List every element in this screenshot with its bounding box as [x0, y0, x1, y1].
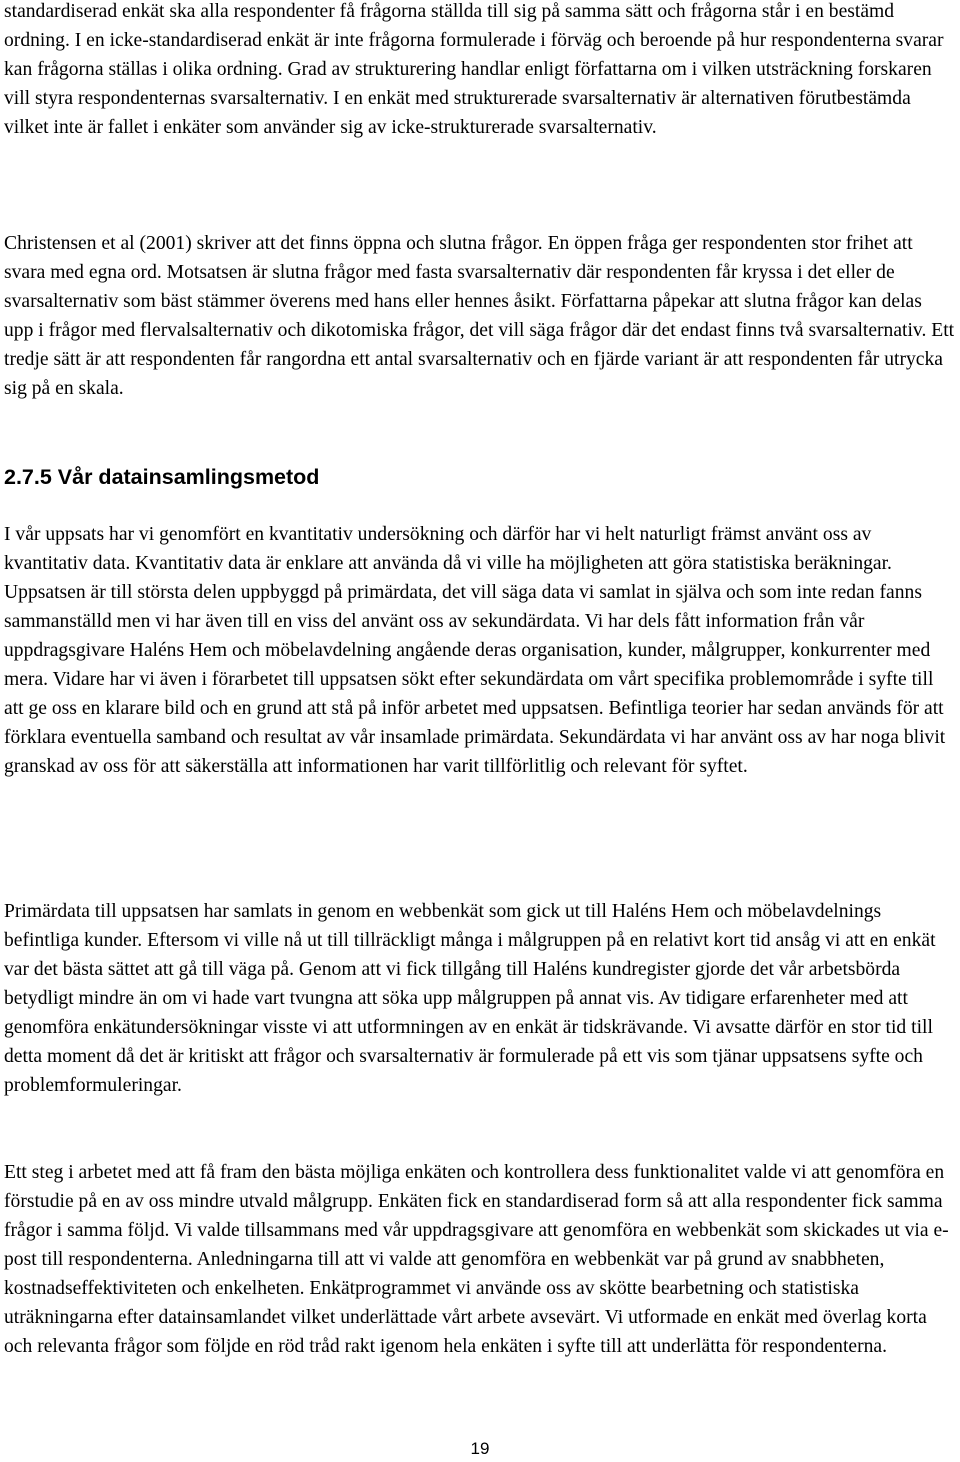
paragraph-datainsamlingsmetod: I vår uppsats har vi genomfört en kvantitativ undersökning och därför har vi helt naturligt främst använt oss av kvantitativ data. Kvantitativ data är enklare att använda då vi ville ha möjligheten att göra statistiska beräkningar. Uppsatsen är till största delen uppbyggd på primärdata, det vill säga data vi samlat in själva och som inte redan fanns sammanställd men vi har även till en viss del använt oss av sekundärdata. Vi har dels fått information från vår uppdragsgivare Haléns Hem och möbelavdelning angående deras organisation, kunder, målgrupper, konkurrenter med mera. Vidare har vi även i förarbetet till uppsatsen sökt efter sekundärdata om vårt specifika problemområde i syfte till att ge oss en klarare bild och en grund att stå på inför arbetet med uppsatsen. Befintliga teorier har sedan används för att förklara eventuella samband och resultat av vår insamlade primärdata. Sekundärdata vi har använt oss av har noga blivit granskad av oss för att säkerställa att informationen har varit tillförlitlig och relevant för syftet.: [4, 524, 946, 777]
paragraph-oppna-slutna-fragor: Christensen et al (2001) skriver att det finns öppna och slutna frågor. En öppen fråga ger respondenten stor frihet att svara med egna ord. Motsatsen är slutna frågor med fasta svarsalternativ där respondenten får kryssa i det eller de svarsalternativ som bäst stämmer överens med hans eller hennes åsikt. Författarna påpekar att slutna frågor kan delas upp i frågor med flervalsalternativ och dikotomiska frågor, det vill säga frågor där det endast finns två svarsalternativ. Ett tredje sätt är att respondenten får rangordna ett antal svarsalternativ och en fjärde variant är att respondenten får utrycka sig på en skala.: [4, 233, 955, 399]
paragraph-primardata: Primärdata till uppsatsen har samlats in genom en webbenkät som gick ut till Haléns Hem och möbelavdelnings befintliga kunder. Eftersom vi ville nå ut till tillräckligt många i målgruppen på en relativt kort tid ansåg vi att en enkät var det bästa sättet att gå till väga på. Genom att vi fick tillgång till Haléns kundregister gjorde det vår arbetsbörda betydligt mindre än om vi hade vart tvungna att söka upp målgruppen på annat vis. Av tidigare erfarenheter med att genomföra enkätundersökningar visste vi att utformningen av en enkät är tidskrävande. Vi avsatte därför en stor tid till detta moment då det är kritiskt att frågor och svarsalternativ är formulerade på ett vis som tjänar uppsatsens syfte och problemformuleringar.: [4, 901, 936, 1096]
section-heading: 2.7.5 Vår datainsamlingsmetod: [4, 465, 320, 489]
page-number: 19: [470, 1439, 490, 1458]
paragraph-forstudie: Ett steg i arbetet med att få fram den bästa möjliga enkäten och kontrollera dess funktionalitet valde vi att genomföra en förstudie på en av oss mindre utvald målgrupp. Enkäten fick en standardiserad form så att alla respondenter fick samma frågor i samma följd. Vi valde tillsammans med vår uppdragsgivare att genomföra en webbenkät som skickades ut via e-post till respondenterna. Anledningarna till att vi valde att genomföra en webbenkät var på grund av snabbheten, kostnadseffektiviteten och enkelheten. Enkätprogrammet vi använde oss av skötte bearbetning och statistiska uträkningarna efter datainsamlandet vilket underlättade vårt arbete avsevärt. Vi utformade en enkät med överlag korta och relevanta frågor som följde en röd tråd rakt igenom hela enkäten i syfte till att underlätta för respondenterna.: [4, 1162, 949, 1357]
paragraph-standardisering: standardiserad enkät ska alla respondenter få frågorna ställda till sig på samma sätt och frågorna står i en bestämd ordning. I en icke-standardiserad enkät är inte frågorna formulerade i förväg och beroende på hur respondenterna svarar kan frågorna ställas i olika ordning. Grad av strukturering handlar enligt författarna om i vilken utsträckning forskaren vill styra respondenternas svarsalternativ. I en enkät med strukturerade svarsalternativ är alternativen förutbestämda vilket inte är fallet i enkäter som använder sig av icke-strukturerade svarsalternativ.: [4, 1, 944, 138]
